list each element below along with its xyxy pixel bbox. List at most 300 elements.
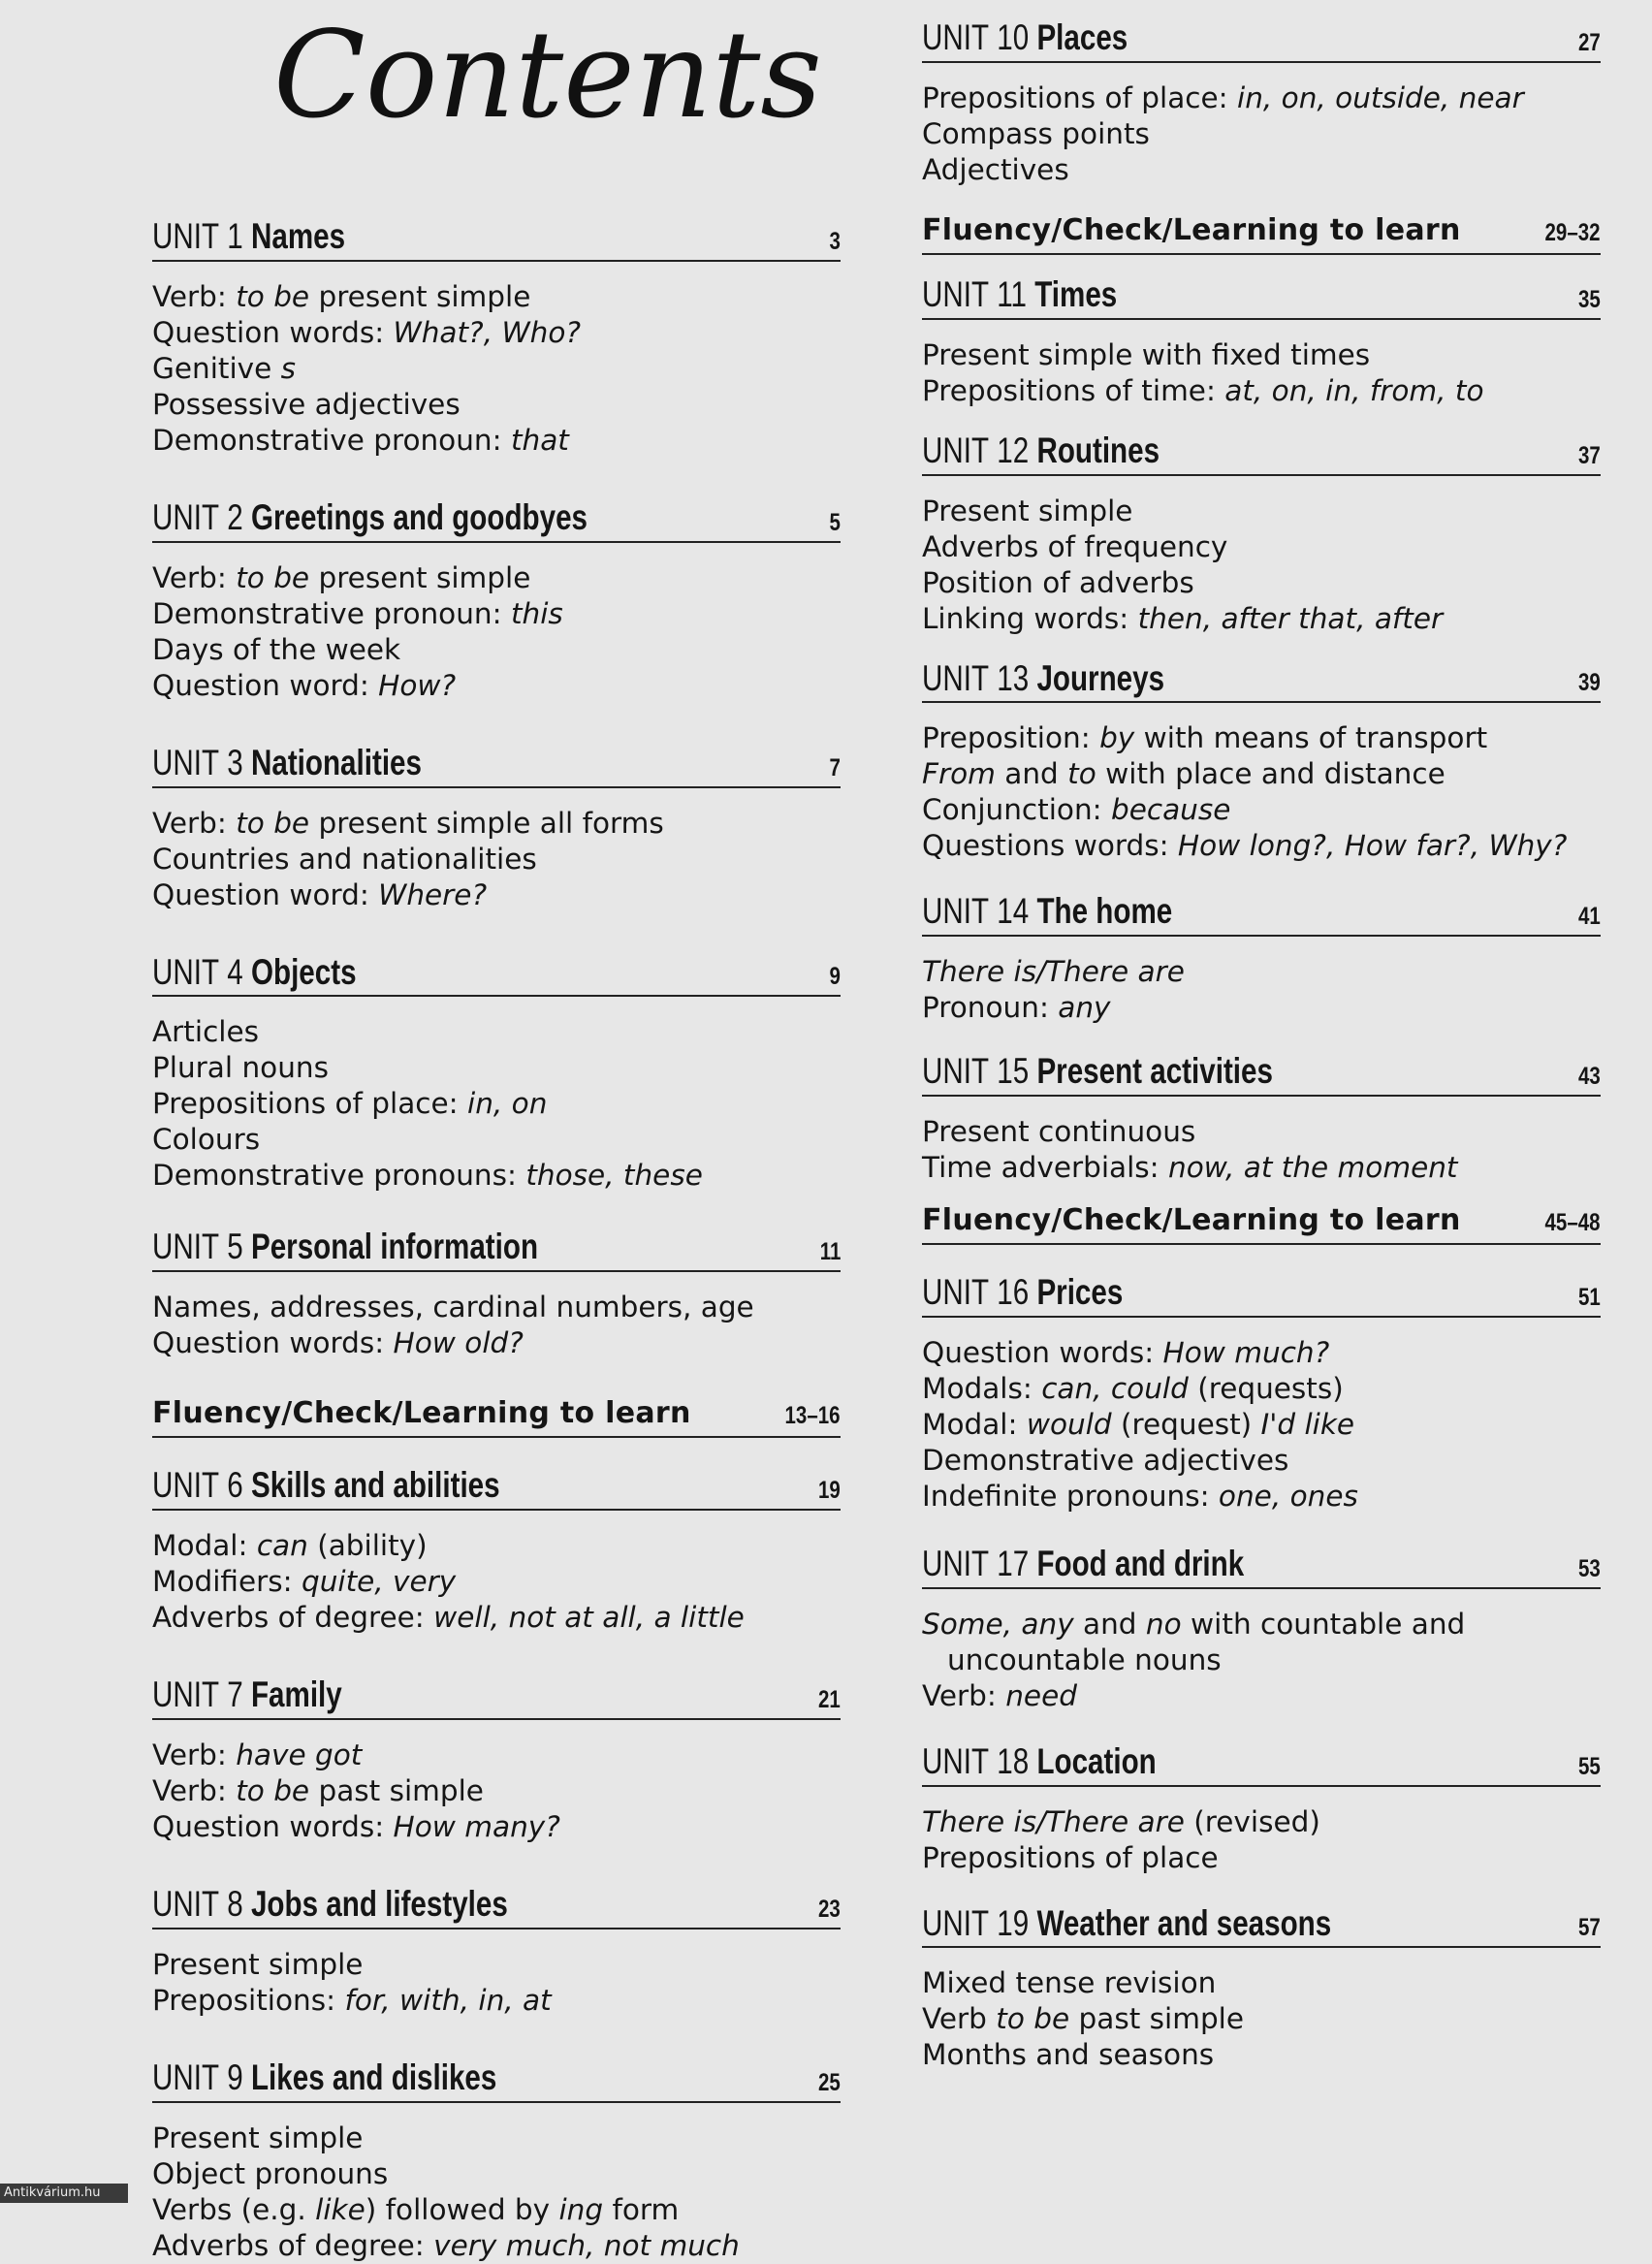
topic-term: What?, Who? xyxy=(393,315,582,349)
unit-entry xyxy=(152,1883,841,2019)
unit-number: 4 xyxy=(227,951,243,992)
page-number: 19 xyxy=(818,1477,841,1505)
topic-text: Prepositions of place xyxy=(922,1840,1219,1874)
page-number: 55 xyxy=(1578,1752,1601,1780)
unit-label: UNIT xyxy=(922,1902,990,1943)
topic-line xyxy=(922,1371,1601,1407)
topic-text: and xyxy=(1073,1607,1146,1641)
topic-text: Adverbs of degree: xyxy=(152,2228,434,2262)
topic-text: Genitive xyxy=(152,351,281,385)
page-number: 39 xyxy=(1578,669,1601,697)
topic-term: can, could xyxy=(1041,1371,1189,1405)
unit-name: Skills and abilities xyxy=(250,1465,500,1506)
unit-label: UNIT xyxy=(152,951,220,992)
unit-topics xyxy=(922,337,1601,409)
topic-term: because xyxy=(1110,793,1231,827)
topic-text: Verb xyxy=(922,2002,997,2036)
topic-term: would xyxy=(1026,1407,1112,1441)
topic-text: (request) xyxy=(1111,1407,1261,1441)
topic-term: How long?, How far?, Why? xyxy=(1177,829,1568,863)
page-number: 41 xyxy=(1578,903,1601,931)
topic-line xyxy=(922,116,1601,152)
unit-heading[interactable] xyxy=(152,2059,841,2103)
topic-text: Question word: xyxy=(152,668,379,702)
topic-line xyxy=(922,720,1601,756)
topic-text: Question words: xyxy=(152,1326,394,1360)
topic-text: Compass points xyxy=(922,116,1150,150)
unit-heading[interactable] xyxy=(152,1676,841,1720)
topic-line xyxy=(922,1479,1601,1515)
unit-number: 11 xyxy=(997,273,1028,314)
topic-term: to xyxy=(1067,757,1096,791)
unit-number: 13 xyxy=(997,657,1030,698)
topic-term: need xyxy=(1005,1678,1077,1712)
topic-term: How much? xyxy=(1162,1335,1330,1369)
unit-topics xyxy=(922,954,1601,1026)
unit-name: Journeys xyxy=(1036,657,1165,698)
topic-line xyxy=(922,1642,1601,1678)
unit-name: Jobs and lifestyles xyxy=(250,1883,508,1924)
review-entry xyxy=(922,213,1601,255)
topic-text: Verb: xyxy=(152,806,237,840)
topic-text: past simple xyxy=(309,1773,484,1807)
unit-number: 16 xyxy=(997,1272,1030,1313)
unit-entry xyxy=(152,496,841,704)
unit-heading[interactable] xyxy=(922,1902,1601,1949)
topic-text: Modifiers: xyxy=(152,1565,302,1599)
unit-number: 14 xyxy=(997,891,1030,932)
topic-text: Mixed tense revision xyxy=(922,1966,1217,2000)
topic-term: to be xyxy=(236,806,310,840)
topic-text: Demonstrative adjectives xyxy=(922,1443,1289,1477)
topic-text: Pronoun: xyxy=(922,991,1059,1025)
topic-line xyxy=(922,954,1601,990)
page-number: 7 xyxy=(829,753,841,781)
topic-line xyxy=(152,668,841,704)
topic-text: Verb: xyxy=(922,1678,1006,1712)
unit-entry xyxy=(152,218,841,459)
topic-term: that xyxy=(510,423,569,457)
unit-title xyxy=(922,1740,1157,1781)
unit-name: Names xyxy=(250,216,346,256)
unit-entry xyxy=(922,657,1601,865)
unit-name: Present activities xyxy=(1036,1051,1273,1092)
topic-term: quite, very xyxy=(301,1565,457,1599)
topic-text: Adjectives xyxy=(922,152,1069,186)
topic-term: for, with, in, at xyxy=(344,1983,552,2017)
unit-title xyxy=(922,273,1118,314)
topic-line xyxy=(922,1150,1601,1186)
topic-term: There is/There are xyxy=(922,1804,1185,1838)
unit-heading[interactable] xyxy=(922,1543,1601,1589)
topic-text: (requests) xyxy=(1188,1371,1344,1405)
unit-label: UNIT xyxy=(922,1272,990,1313)
unit-entry xyxy=(152,742,841,913)
unit-title xyxy=(152,951,357,992)
topic-text: Object pronouns xyxy=(152,2156,389,2190)
topic-line xyxy=(922,1965,1601,2001)
unit-title xyxy=(152,1228,538,1266)
topic-line xyxy=(922,1678,1601,1714)
topic-line xyxy=(152,1983,841,2019)
unit-title xyxy=(152,742,422,782)
topic-text: Present simple xyxy=(152,1947,364,1981)
unit-title xyxy=(152,496,588,537)
page-number: 9 xyxy=(829,963,841,991)
topic-text: Modals: xyxy=(922,1371,1042,1405)
unit-title xyxy=(922,1053,1273,1091)
unit-topics xyxy=(152,1014,841,1194)
topic-line xyxy=(152,1014,841,1050)
review-heading[interactable] xyxy=(152,1396,841,1438)
unit-name: Location xyxy=(1036,1740,1157,1781)
topic-term: How many? xyxy=(393,1809,560,1843)
topic-text: present simple xyxy=(309,560,531,594)
unit-number: 8 xyxy=(227,1883,243,1924)
topic-text: Indefinite pronouns: xyxy=(922,1479,1219,1513)
topic-text: Question words: xyxy=(152,315,394,349)
topic-text: Colours xyxy=(152,1123,261,1157)
topic-text: Question words: xyxy=(152,1809,394,1843)
unit-heading[interactable] xyxy=(152,1883,841,1929)
topic-text: (revised) xyxy=(1184,1804,1320,1838)
unit-name: Prices xyxy=(1036,1272,1124,1313)
topic-text: Question words: xyxy=(922,1335,1163,1369)
unit-label: UNIT xyxy=(152,216,220,256)
unit-label: UNIT xyxy=(152,1227,220,1267)
unit-heading[interactable] xyxy=(152,951,841,998)
unit-heading[interactable] xyxy=(152,1228,841,1272)
topic-line xyxy=(922,1407,1601,1443)
topic-line xyxy=(922,756,1601,792)
topic-text: present simple all forms xyxy=(309,806,664,840)
unit-name: Likes and dislikes xyxy=(250,2057,497,2097)
topic-term: any xyxy=(1058,991,1111,1025)
review-heading[interactable] xyxy=(922,1203,1601,1245)
unit-title xyxy=(922,1902,1332,1943)
unit-number: 6 xyxy=(227,1465,243,1506)
topic-text: Modal: xyxy=(152,1529,257,1563)
topic-term: to be xyxy=(996,2002,1070,2036)
unit-entry xyxy=(922,893,1601,1026)
topic-line xyxy=(152,2228,841,2264)
unit-heading[interactable] xyxy=(152,742,841,788)
topic-term: those, these xyxy=(525,1159,703,1193)
unit-entry xyxy=(922,1902,1601,2074)
page-number: 35 xyxy=(1578,285,1601,313)
unit-heading[interactable] xyxy=(922,1053,1601,1097)
unit-entry xyxy=(152,1228,841,1361)
unit-number: 10 xyxy=(997,17,1030,57)
unit-heading[interactable] xyxy=(922,432,1601,476)
topic-text: Verb: xyxy=(152,1773,237,1807)
unit-heading[interactable] xyxy=(152,496,841,543)
topic-line xyxy=(922,1607,1601,1642)
unit-number: 18 xyxy=(997,1740,1030,1781)
topic-line xyxy=(152,1738,841,1773)
topic-text: with place and distance xyxy=(1096,757,1446,791)
topic-line xyxy=(152,560,841,596)
topic-line xyxy=(152,596,841,632)
topic-line xyxy=(922,373,1601,409)
topic-term: There is/There are xyxy=(922,955,1185,989)
topic-line xyxy=(922,1840,1601,1876)
topic-text: Plural nouns xyxy=(152,1051,329,1085)
unit-name: Objects xyxy=(250,951,357,992)
topic-line xyxy=(922,2037,1601,2073)
unit-heading[interactable] xyxy=(922,1740,1601,1787)
page-title: Contents xyxy=(273,6,822,145)
unit-heading[interactable] xyxy=(152,218,841,262)
unit-topics xyxy=(152,279,841,459)
topic-text: form xyxy=(603,2192,680,2226)
unit-heading[interactable] xyxy=(922,893,1601,937)
topic-line xyxy=(922,828,1601,864)
unit-label: UNIT xyxy=(152,2057,220,2097)
unit-number: 2 xyxy=(227,496,243,537)
topic-term: at, on, in, from, to xyxy=(1224,373,1484,407)
topic-text: Linking words: xyxy=(922,601,1138,635)
topic-text: present simple xyxy=(309,279,531,313)
topic-term: no xyxy=(1145,1607,1182,1641)
unit-topics xyxy=(922,1607,1601,1714)
topic-text: Days of the week xyxy=(152,632,401,666)
unit-topics xyxy=(922,494,1601,637)
unit-number: 3 xyxy=(227,742,243,782)
topic-text: Verb: xyxy=(152,1738,237,1771)
topic-text: Months and seasons xyxy=(922,2038,1215,2072)
page-number: 29–32 xyxy=(1544,218,1601,246)
unit-title xyxy=(922,19,1128,57)
page-number: 51 xyxy=(1578,1283,1601,1311)
topic-text: Verb: xyxy=(152,560,237,594)
topic-text: Countries and nationalities xyxy=(152,842,537,876)
unit-name: Weather and seasons xyxy=(1036,1902,1332,1943)
topic-term: From xyxy=(922,757,996,791)
topic-line xyxy=(152,2192,841,2228)
topic-text: uncountable nouns xyxy=(947,1642,1222,1676)
topic-line xyxy=(152,1528,841,1564)
review-entry xyxy=(152,1396,841,1438)
unit-entry xyxy=(152,1467,841,1636)
page-number: 27 xyxy=(1578,28,1601,56)
topic-term: s xyxy=(280,351,297,385)
unit-label: UNIT xyxy=(152,1883,220,1924)
topic-line xyxy=(152,1050,841,1086)
page-number: 43 xyxy=(1578,1063,1601,1091)
topic-line xyxy=(152,632,841,668)
unit-topics xyxy=(922,1804,1601,1876)
topic-term: have got xyxy=(236,1738,363,1771)
unit-title xyxy=(922,432,1160,470)
topic-text: Demonstrative pronoun: xyxy=(152,423,511,457)
topic-line xyxy=(922,990,1601,1026)
contents-column-left xyxy=(152,218,841,2264)
topic-text: Verb: xyxy=(152,279,237,313)
topic-line xyxy=(152,1600,841,1636)
topic-term: this xyxy=(510,596,563,630)
topic-line xyxy=(152,806,841,842)
review-heading[interactable] xyxy=(922,213,1601,255)
page-number: 23 xyxy=(818,1895,841,1923)
unit-name: Food and drink xyxy=(1036,1543,1245,1583)
topic-line xyxy=(152,315,841,351)
unit-name: Times xyxy=(1034,273,1118,314)
topic-term: in, on, outside, near xyxy=(1237,80,1524,114)
page-number: 21 xyxy=(818,1685,841,1713)
topic-term: Some, any xyxy=(922,1607,1074,1641)
topic-text: and xyxy=(995,757,1068,791)
topic-term: in, on xyxy=(467,1087,548,1121)
unit-label: UNIT xyxy=(922,273,990,314)
unit-name: Personal information xyxy=(250,1227,539,1267)
topic-term: ing xyxy=(558,2192,604,2226)
topic-line xyxy=(152,1773,841,1809)
unit-entry xyxy=(152,2059,841,2264)
unit-number: 15 xyxy=(997,1051,1030,1092)
topic-text: Prepositions of place: xyxy=(922,80,1237,114)
unit-topics xyxy=(922,720,1601,864)
topic-text: Questions words: xyxy=(922,829,1178,863)
topic-term: to be xyxy=(236,560,310,594)
contents-column-right xyxy=(922,19,1601,2073)
topic-text: Conjunction: xyxy=(922,793,1111,827)
topic-line xyxy=(922,529,1601,565)
topic-text: Present simple xyxy=(922,494,1133,527)
unit-topics xyxy=(922,80,1601,188)
topic-text: Names, addresses, cardinal numbers, age xyxy=(152,1291,754,1324)
topic-line xyxy=(922,601,1601,637)
unit-label: UNIT xyxy=(922,430,990,470)
unit-number: 17 xyxy=(997,1543,1030,1583)
unit-label: UNIT xyxy=(922,1543,990,1583)
unit-label: UNIT xyxy=(152,742,220,782)
topic-line xyxy=(152,1325,841,1361)
unit-entry xyxy=(922,1053,1601,1186)
topic-term: very much, not much xyxy=(433,2228,740,2262)
unit-entry xyxy=(922,273,1601,409)
topic-line xyxy=(152,1947,841,1983)
topic-line xyxy=(152,2121,841,2156)
topic-line xyxy=(922,792,1601,828)
topic-line xyxy=(922,1114,1601,1150)
page-number: 3 xyxy=(829,227,841,255)
unit-topics xyxy=(152,1947,841,2019)
topic-term: then, after that, after xyxy=(1137,601,1444,635)
unit-label: UNIT xyxy=(152,496,220,537)
topic-text: Present simple with fixed times xyxy=(922,337,1371,371)
unit-entry xyxy=(922,1740,1601,1876)
topic-line xyxy=(922,1804,1601,1840)
unit-title xyxy=(922,893,1172,931)
unit-name: Greetings and goodbyes xyxy=(250,496,588,537)
topic-line xyxy=(922,1335,1601,1371)
unit-name: Places xyxy=(1036,17,1128,57)
unit-label: UNIT xyxy=(152,1674,220,1715)
unit-heading[interactable] xyxy=(922,273,1601,320)
topic-term: to be xyxy=(236,1773,310,1807)
topic-line xyxy=(152,877,841,913)
unit-heading[interactable] xyxy=(152,1467,841,1511)
topic-line xyxy=(922,2001,1601,2037)
topic-line xyxy=(152,351,841,387)
unit-topics xyxy=(152,806,841,913)
unit-label: UNIT xyxy=(922,1740,990,1781)
unit-number: 5 xyxy=(227,1227,243,1267)
unit-title xyxy=(922,1543,1245,1583)
topic-text: Demonstrative pronouns: xyxy=(152,1159,526,1193)
page-number: 25 xyxy=(818,2068,841,2096)
unit-title xyxy=(922,1274,1123,1312)
topic-term: How old? xyxy=(393,1326,524,1360)
topic-text: with countable and xyxy=(1181,1607,1466,1641)
topic-text: Prepositions of place: xyxy=(152,1087,467,1121)
topic-line xyxy=(922,152,1601,188)
unit-entry xyxy=(922,432,1601,637)
topic-term: like xyxy=(315,2192,365,2226)
topic-term: How? xyxy=(378,668,457,702)
review-entry xyxy=(922,1203,1601,1245)
unit-heading[interactable] xyxy=(922,19,1601,63)
page-number: 5 xyxy=(829,508,841,536)
topic-line xyxy=(152,1122,841,1158)
topic-line xyxy=(152,1086,841,1122)
topic-text: ) followed by xyxy=(365,2192,559,2226)
unit-topics xyxy=(152,1738,841,1845)
unit-name: Routines xyxy=(1036,430,1160,470)
topic-text: Modal: xyxy=(922,1407,1027,1441)
topic-text: Preposition: xyxy=(922,721,1100,755)
unit-entry xyxy=(152,1676,841,1845)
topic-line xyxy=(152,1158,841,1194)
unit-topics xyxy=(922,1965,1601,2073)
topic-text: Time adverbials: xyxy=(922,1151,1168,1185)
topic-term: one, ones xyxy=(1218,1479,1358,1513)
topic-text: Present simple xyxy=(152,2121,364,2154)
unit-title xyxy=(152,1883,508,1924)
topic-text: Articles xyxy=(152,1015,260,1049)
unit-heading[interactable] xyxy=(922,1274,1601,1318)
topic-text: Possessive adjectives xyxy=(152,387,461,421)
unit-heading[interactable] xyxy=(922,657,1601,704)
topic-term: now, at the moment xyxy=(1168,1151,1458,1185)
topic-line xyxy=(922,1443,1601,1479)
unit-name: Family xyxy=(250,1674,342,1715)
unit-topics xyxy=(922,1335,1601,1515)
topic-text: Question word: xyxy=(152,877,379,911)
topic-term: Where? xyxy=(378,877,488,911)
watermark-label: Antikvárium.hu xyxy=(0,2184,128,2203)
unit-number: 9 xyxy=(227,2057,243,2097)
topic-text: Position of adverbs xyxy=(922,565,1194,599)
page-number: 37 xyxy=(1578,441,1601,469)
topic-line xyxy=(152,423,841,459)
unit-label: UNIT xyxy=(922,1051,990,1092)
topic-line xyxy=(922,565,1601,601)
unit-number: 19 xyxy=(997,1902,1030,1943)
topic-term: I'd like xyxy=(1260,1407,1355,1441)
page-number: 13–16 xyxy=(784,1402,841,1430)
review-title: Fluency/Check/Learning to learn xyxy=(922,1203,1461,1238)
unit-entry xyxy=(922,19,1601,188)
unit-topics xyxy=(152,1290,841,1361)
unit-topics xyxy=(922,1114,1601,1186)
topic-text: Prepositions: xyxy=(152,1983,345,2017)
review-title: Fluency/Check/Learning to learn xyxy=(922,212,1461,247)
unit-number: 12 xyxy=(997,430,1030,470)
unit-entry xyxy=(922,1274,1601,1515)
unit-number: 1 xyxy=(227,216,243,256)
